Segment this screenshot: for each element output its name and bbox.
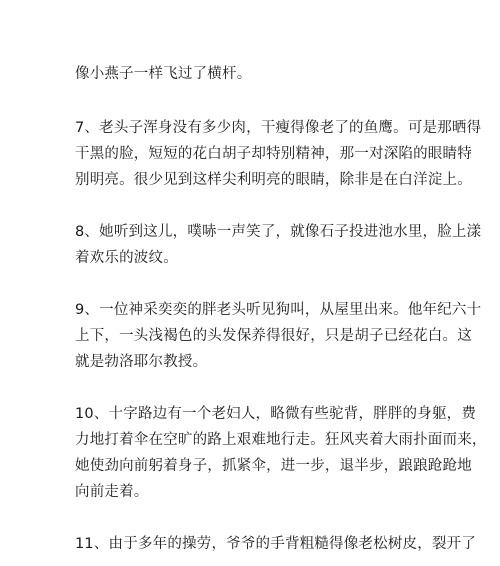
paragraph-line: 别明亮。很少见到这样尖利明亮的眼睛，除非是在白洋淀上。 <box>75 172 472 188</box>
paragraph-line: 向前走着。 <box>75 484 149 500</box>
paragraph-line: 她使劲向前躬着身子，抓紧伞，进一步，退半步，踉踉跄跄地 <box>75 458 472 474</box>
paragraph-line: 9、一位神采奕奕的胖老头听见狗叫，从屋里出来。他年纪六十 <box>75 302 482 318</box>
paragraph-line: 像小燕子一样飞过了横杆。 <box>75 66 252 82</box>
paragraph-line: 7、老头子浑身没有多少肉，干瘦得像老了的鱼鹰。可是那晒得 <box>75 120 482 136</box>
paragraph-line: 力地打着伞在空旷的路上艰难地行走。狂风夹着大雨扑面而来， <box>75 432 487 448</box>
paragraph-line: 11、由于多年的操劳，爷爷的手背粗糙得像老松树皮，裂开了 <box>75 536 477 552</box>
paragraph-line: 着欢乐的波纹。 <box>75 250 178 266</box>
paragraph-line: 8、她听到这儿，噗哧一声笑了，就像石子投进池水里，脸上漾 <box>75 224 482 240</box>
paragraph-line: 10、十字路边有一个老妇人，略微有些驼背，胖胖的身躯，费 <box>75 406 477 422</box>
paragraph-line: 干黑的脸，短短的花白胡子却特别精神，那一对深陷的眼睛特 <box>75 146 472 162</box>
paragraph-line: 上下，一头浅褐色的头发保养得很好，只是胡子已经花白。这 <box>75 328 472 344</box>
paragraph-line: 就是勃洛耶尔教授。 <box>75 354 208 370</box>
